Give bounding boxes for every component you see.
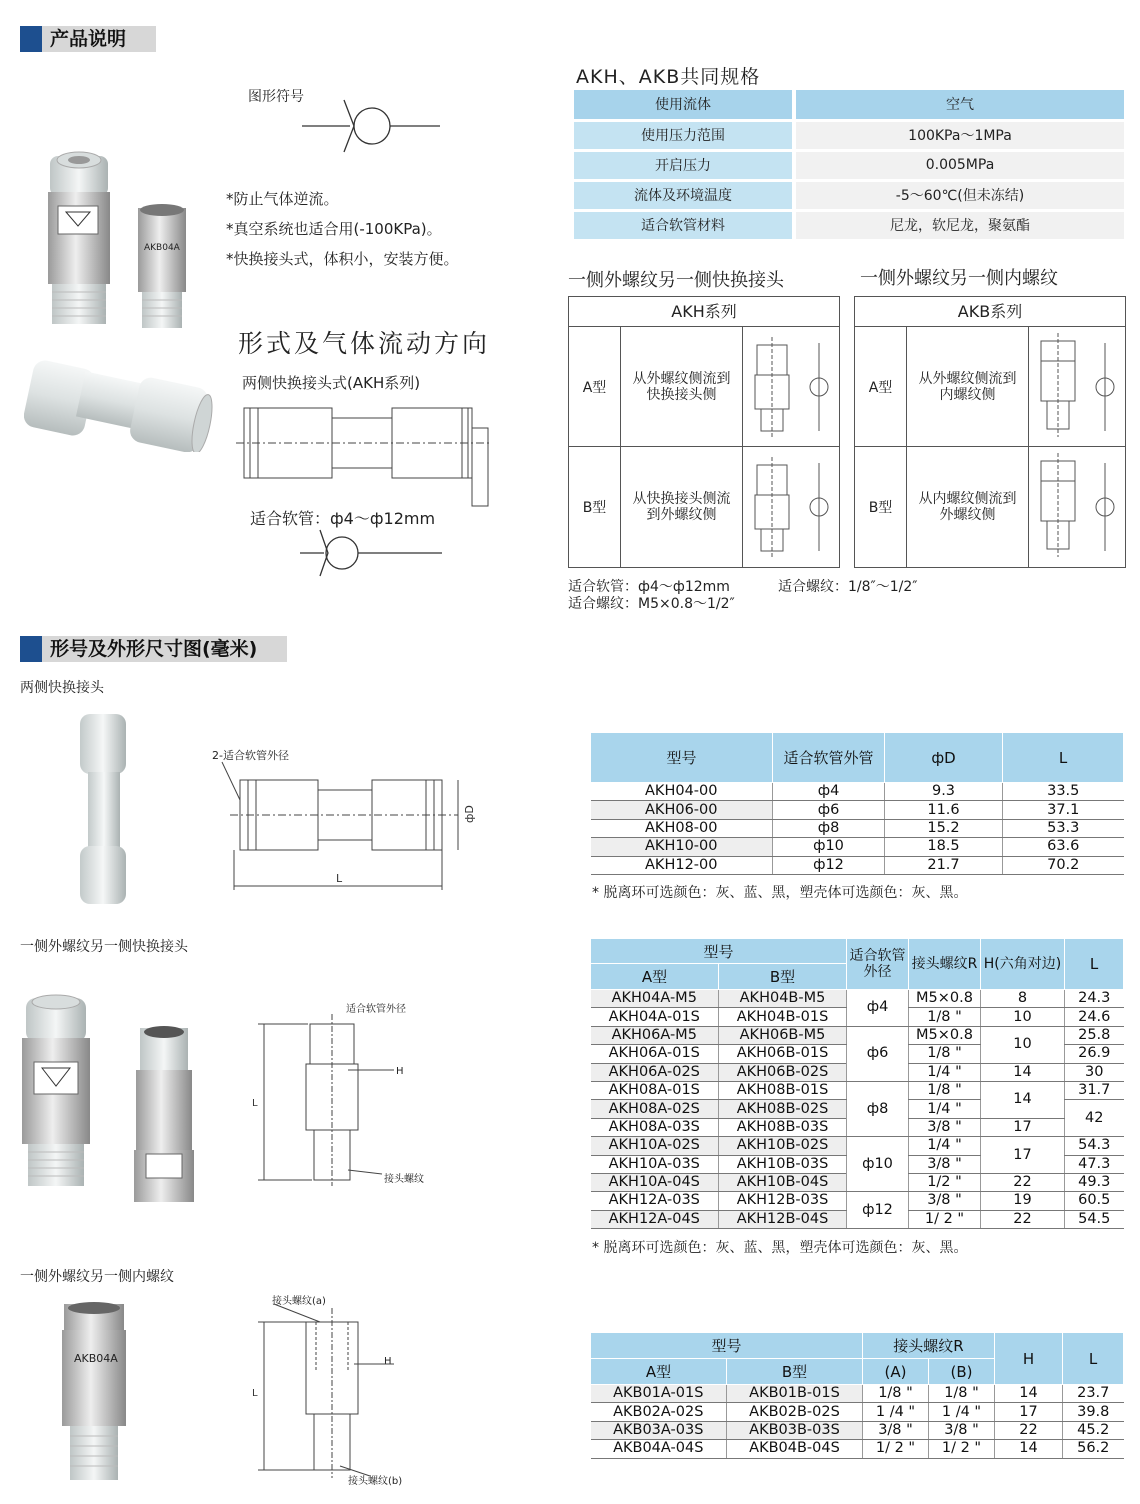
cell: AKH10B-03S (719, 1155, 847, 1173)
product-photo-label: AKB04A (74, 1352, 118, 1365)
cell: 17 (981, 1118, 1065, 1136)
col-header: 型号 (591, 733, 773, 783)
cell: ф8 (847, 1081, 909, 1136)
series-name: AKH系列 (569, 297, 839, 327)
col-header: L (1003, 733, 1124, 783)
spec-value: 0.005MPa (794, 150, 1124, 180)
dim3-drawing (244, 1302, 394, 1478)
cell: 3/8 " (909, 1118, 981, 1136)
cell: 25.8 (1065, 1026, 1124, 1044)
spec-label: 适合软管材料 (574, 210, 794, 240)
flow-desc: 从内螺纹侧流到外螺纹侧 (907, 447, 1029, 567)
cell: AKH10-00 (591, 838, 773, 856)
cell: 1/2 " (909, 1173, 981, 1191)
cell: 10 (981, 1026, 1065, 1063)
cell: AKH10A-04S (591, 1173, 719, 1191)
section-marker (20, 26, 42, 52)
akh-series-box (568, 296, 840, 568)
col-header: H(六角对边) (981, 939, 1065, 990)
cell: ф8 (773, 819, 885, 837)
akb-b-drawing (1029, 447, 1123, 565)
table-row (591, 990, 1124, 1008)
cell: 24.6 (1065, 1008, 1124, 1026)
cell: ф4 (773, 783, 885, 801)
cell: AKB02A-02S (591, 1403, 727, 1421)
cell: 1/8 " (863, 1385, 929, 1403)
dim1-label: 两侧快换接头 (20, 680, 104, 696)
cell: AKH06-00 (591, 801, 773, 819)
cell: AKH10B-02S (719, 1137, 847, 1155)
cell: AKH06B-M5 (719, 1026, 847, 1044)
cell: 1 /4 " (929, 1403, 995, 1421)
cell: 17 (981, 1137, 1065, 1174)
cell: 19 (981, 1192, 1065, 1210)
spec-value: -5～60℃(但未冻结) (794, 180, 1124, 210)
spec-label: 使用压力范围 (574, 120, 794, 150)
cell: AKH04-00 (591, 783, 773, 801)
cell: AKH12A-04S (591, 1210, 719, 1228)
cell: AKH08A-02S (591, 1100, 719, 1118)
cell: AKH12A-03S (591, 1192, 719, 1210)
table-row (591, 1403, 1124, 1421)
cell: AKB01B-01S (727, 1385, 863, 1403)
table-row (591, 801, 1124, 819)
section-title: 形号及外形尺寸图(毫米) (42, 636, 287, 662)
flow-subtitle: 两侧快换接头式(AKH系列) (242, 374, 421, 392)
cell: 54.3 (1065, 1137, 1124, 1155)
cell: AKH12B-04S (719, 1210, 847, 1228)
type-label: A型 (855, 327, 907, 446)
product-photo-label: AKB04A (144, 243, 180, 253)
cell: AKH06A-M5 (591, 1026, 719, 1044)
cell: 14 (981, 1063, 1065, 1081)
section-marker (20, 636, 42, 662)
product-photo-union-vertical (74, 710, 134, 910)
cell: 23.7 (1063, 1385, 1124, 1403)
cell: 42 (1065, 1100, 1124, 1137)
spec-value: 空气 (794, 90, 1124, 120)
cell: 30 (1065, 1063, 1124, 1081)
spec-value: 尼龙，软尼龙，聚氨酯 (794, 210, 1124, 240)
cell: 31.7 (1065, 1081, 1124, 1099)
cell: ф10 (773, 838, 885, 856)
series-right-title: 一侧外螺纹另一侧内螺纹 (860, 268, 1058, 289)
series-left-title: 一侧外螺纹另一侧快换接头 (568, 270, 784, 291)
cell: 3/8 " (909, 1192, 981, 1210)
col-header: B型 (719, 964, 847, 990)
col-header: L (1063, 1333, 1124, 1385)
type-label: B型 (569, 447, 621, 567)
table-row (591, 783, 1124, 801)
feature-item: *快换接头式，体积小，安装方便。 (226, 250, 459, 268)
cell: 1 /4 " (863, 1403, 929, 1421)
cell: ф10 (847, 1137, 909, 1192)
drawing-thread-b-label: 接头螺纹(b) (348, 1476, 403, 1487)
dim-l-label: L (252, 1388, 258, 1399)
section-header-intro (20, 26, 156, 52)
product-photo-akb (60, 1300, 140, 1490)
col-header: B型 (727, 1359, 863, 1385)
spec-label: 开启压力 (574, 150, 794, 180)
col-header: H (995, 1333, 1063, 1385)
cell: AKH08-00 (591, 819, 773, 837)
table-row (591, 856, 1124, 874)
cell: 56.2 (1063, 1440, 1124, 1458)
cell: ф12 (847, 1192, 909, 1229)
akb-a-drawing (1029, 327, 1123, 445)
cell: AKH04A-01S (591, 1008, 719, 1026)
cell: 22 (981, 1173, 1065, 1191)
cell: 3/8 " (863, 1421, 929, 1439)
cell: AKH08B-03S (719, 1118, 847, 1136)
dim3-table (590, 1332, 1124, 1459)
tube-fit-label: 适合软管：ф4～ф12mm (250, 509, 436, 528)
table-row (591, 1026, 1124, 1044)
feature-item: *防止气体逆流。 (226, 190, 339, 208)
flow-desc: 从外螺纹侧流到内螺纹侧 (907, 327, 1029, 446)
table-row (591, 1440, 1124, 1458)
cell: 53.3 (1003, 819, 1124, 837)
akh-a-drawing (743, 327, 837, 445)
drawing-thread-a-label: 接头螺纹(a) (272, 1296, 326, 1307)
cell: AKB04B-04S (727, 1440, 863, 1458)
cell: ф6 (773, 801, 885, 819)
color-note: * 脱离环可选颜色：灰、蓝、黑，塑壳体可选颜色：灰、黑。 (592, 885, 968, 901)
spec-row (574, 210, 1124, 240)
table-row (591, 1421, 1124, 1439)
cell: AKB04A-04S (591, 1440, 727, 1458)
type-label: B型 (855, 447, 907, 567)
dim2-label: 一侧外螺纹另一侧快换接头 (20, 939, 188, 955)
fit-tube-note: 适合软管：ф4～ф12mm (568, 579, 730, 595)
cell: 45.2 (1063, 1421, 1124, 1439)
drawing-h-label: H (384, 1356, 392, 1367)
cell: 70.2 (1003, 856, 1124, 874)
flow-title: 形式及气体流动方向 (238, 329, 491, 358)
cell: AKH06B-01S (719, 1045, 847, 1063)
spec-table (574, 90, 1124, 242)
cell: AKH12-00 (591, 856, 773, 874)
cell: 1/4 " (909, 1063, 981, 1081)
cell: 47.3 (1065, 1155, 1124, 1173)
dim-l-label: L (336, 872, 343, 885)
cell: 22 (995, 1421, 1063, 1439)
col-header: (A) (863, 1359, 929, 1385)
spec-row (574, 120, 1124, 150)
table-row (591, 1081, 1124, 1099)
cell: 63.6 (1003, 838, 1124, 856)
col-header: 适合软管外管 (773, 733, 885, 783)
col-header: фD (885, 733, 1003, 783)
cell: AKH06A-02S (591, 1063, 719, 1081)
cell: 26.9 (1065, 1045, 1124, 1063)
cell: AKB03B-03S (727, 1421, 863, 1439)
feature-item: *真空系统也适合用(-100KPa)。 (226, 220, 442, 238)
col-header: (B) (929, 1359, 995, 1385)
cell: ф12 (773, 856, 885, 874)
cell: AKH10A-02S (591, 1137, 719, 1155)
dim-l-label: L (252, 1098, 258, 1109)
cell: 10 (981, 1008, 1065, 1026)
type-label: A型 (569, 327, 621, 446)
series-name: AKB系列 (855, 297, 1125, 327)
cell: AKH10A-03S (591, 1155, 719, 1173)
table-row (591, 819, 1124, 837)
col-header: 型号 (591, 1333, 863, 1359)
cell: 1/8 " (909, 1045, 981, 1063)
section-title: 产品说明 (42, 26, 156, 52)
cell: AKH10B-04S (719, 1173, 847, 1191)
cell: 49.3 (1065, 1173, 1124, 1191)
cell: 22 (981, 1210, 1065, 1228)
color-note: * 脱离环可选颜色：灰、蓝、黑，塑壳体可选颜色：灰、黑。 (592, 1240, 968, 1256)
cell: M5×0.8 (909, 990, 981, 1008)
drawing-h-label: H (396, 1066, 404, 1077)
akb-series-box (854, 296, 1126, 568)
dim3-label: 一侧外螺纹另一侧内螺纹 (20, 1269, 174, 1285)
cell: AKH08B-01S (719, 1081, 847, 1099)
cell: 1/4 " (909, 1100, 981, 1118)
cell: 11.6 (885, 801, 1003, 819)
col-header: L (1065, 939, 1124, 990)
cell: 1/4 " (909, 1137, 981, 1155)
cell: 9.3 (885, 783, 1003, 801)
flow-desc: 从快换接头侧流到外螺纹侧 (621, 447, 743, 567)
cell: 24.3 (1065, 990, 1124, 1008)
spec-value: 100KPa～1MPa (794, 120, 1124, 150)
cell: AKB03A-03S (591, 1421, 727, 1439)
cell: AKH06B-02S (719, 1063, 847, 1081)
akh-flow-drawing (236, 400, 496, 510)
drawing-tube-label: 适合软管外径 (346, 1004, 406, 1015)
cell: 21.7 (885, 856, 1003, 874)
spec-row (574, 180, 1124, 210)
spec-title: AKH、AKB共同规格 (576, 66, 761, 88)
cell: 33.5 (1003, 783, 1124, 801)
fit-thread-note: 适合螺纹：M5×0.8～1/2″ (568, 596, 735, 612)
flow-desc: 从外螺纹侧流到快换接头侧 (621, 327, 743, 446)
cell: 14 (981, 1081, 1065, 1118)
cell: AKH08B-02S (719, 1100, 847, 1118)
spec-label: 使用流体 (574, 90, 794, 120)
spec-label: 流体及环境温度 (574, 180, 794, 210)
cell: 1/8 " (909, 1008, 981, 1026)
check-valve-symbol-icon (298, 528, 448, 578)
col-header: 适合软管外径 (847, 939, 909, 990)
cell: 3/8 " (929, 1421, 995, 1439)
cell: 14 (995, 1385, 1063, 1403)
section-header-dims (20, 636, 287, 662)
cell: AKH08A-03S (591, 1118, 719, 1136)
cell: M5×0.8 (909, 1026, 981, 1044)
table-row (591, 1192, 1124, 1210)
dim2-table (590, 938, 1124, 1229)
cell: ф6 (847, 1026, 909, 1081)
table-row (591, 1137, 1124, 1155)
check-valve-symbol-icon (300, 96, 445, 156)
cell: AKH06A-01S (591, 1045, 719, 1063)
cell: 54.5 (1065, 1210, 1124, 1228)
cell: 1/ 2 " (929, 1440, 995, 1458)
feature-list (226, 184, 459, 274)
table-row (591, 838, 1124, 856)
col-header: 接头螺纹R (863, 1333, 995, 1359)
dim1-drawing (220, 760, 480, 896)
cell: 1/8 " (929, 1385, 995, 1403)
product-photo-union (24, 352, 214, 452)
spec-row (574, 150, 1124, 180)
cell: AKH12B-03S (719, 1192, 847, 1210)
cell: 18.5 (885, 838, 1003, 856)
cell: 1/ 2 " (909, 1210, 981, 1228)
cell: AKH08A-01S (591, 1081, 719, 1099)
cell: 39.8 (1063, 1403, 1124, 1421)
col-header: 接头螺纹R (909, 939, 981, 990)
table-row (591, 1385, 1124, 1403)
cell: 8 (981, 990, 1065, 1008)
cell: 1/ 2 " (863, 1440, 929, 1458)
spec-row (574, 90, 1124, 120)
cell: 14 (995, 1440, 1063, 1458)
cell: AKH04B-01S (719, 1008, 847, 1026)
dim2-drawing (244, 1010, 394, 1190)
col-header: 型号 (591, 939, 847, 964)
drawing-tube-label: 2-适合软管外径 (212, 749, 289, 762)
cell: 1/8 " (909, 1081, 981, 1099)
fit-thread-note: 适合螺纹：1/8″～1/2″ (778, 579, 918, 595)
dim1-table (590, 732, 1124, 875)
cell: 3/8 " (909, 1155, 981, 1173)
cell: AKH04B-M5 (719, 990, 847, 1008)
cell: 15.2 (885, 819, 1003, 837)
cell: AKH04A-M5 (591, 990, 719, 1008)
product-photo-male-fittings (20, 994, 220, 1206)
product-photo-fittings (42, 150, 227, 330)
cell: 60.5 (1065, 1192, 1124, 1210)
col-header: A型 (591, 964, 719, 990)
cell: 37.1 (1003, 801, 1124, 819)
cell: AKB01A-01S (591, 1385, 727, 1403)
akh-b-drawing (743, 447, 837, 565)
symbol-label: 图形符号 (248, 89, 304, 105)
dim-d-label: фD (463, 805, 476, 823)
col-header: A型 (591, 1359, 727, 1385)
cell: AKB02B-02S (727, 1403, 863, 1421)
cell: ф4 (847, 990, 909, 1027)
drawing-thread-label: 接头螺纹 (384, 1174, 424, 1185)
cell: 17 (995, 1403, 1063, 1421)
